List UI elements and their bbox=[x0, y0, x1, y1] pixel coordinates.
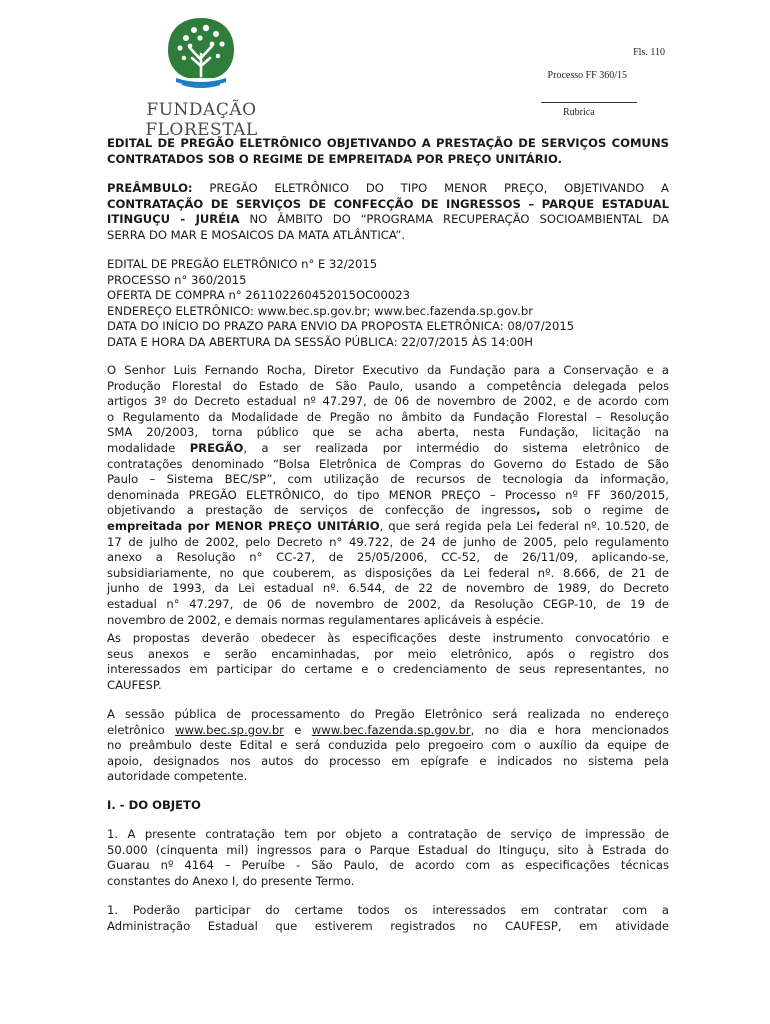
item-objeto bbox=[107, 827, 669, 889]
data-inicio: DATA DO INÍCIO DO PRAZO PARA ENVIO DA PROPOSTA ELETRÔNICA: 08/07/2015 bbox=[107, 319, 575, 334]
text-line: subsidiariamente, no que couberem, as disposições da Lei federal nº. 8.666, de 21 de bbox=[107, 565, 669, 580]
text-fragment: sob o regime de bbox=[540, 503, 669, 518]
endereco-eletronico: ENDEREÇO ELETRÔNICO: www.bec.sp.gov.br; www.bec.fazenda.sp.gov.br bbox=[107, 303, 533, 318]
text-line: no preâmbulo deste Edital e será conduzida pelo pregoeiro com o auxílio da equipe de bbox=[107, 738, 669, 753]
paragraph-sessao bbox=[107, 707, 669, 785]
text-line: 50.000 (cinquenta mil) ingressos para o Parque Estadual do Itinguçu, sito à Estrada do bbox=[107, 842, 669, 857]
text-line: junho de 1993, da Lei estadual nº. 6.544, de 22 de novembro de 1989, do Decreto bbox=[107, 581, 669, 596]
text-line: novembro de 2002, e demais normas regulamentares aplicáveis à espécie. bbox=[107, 612, 544, 627]
text-line: interessados em participar do certame e o credenciamento de seus representantes, no bbox=[107, 662, 669, 677]
text-fragment: , bbox=[536, 503, 541, 518]
text-fragment: NO ÂMBITO DO “PROGRAMA RECUPERAÇÃO SOCIOAMBIENTAL DA bbox=[239, 212, 669, 227]
preambulo-label: PREÂMBULO: bbox=[107, 181, 193, 195]
text-fragment: PREGÃO ELETRÔNICO DO TIPO MENOR PREÇO, OBJETIVANDO A bbox=[192, 181, 669, 195]
fundacao-florestal-logo bbox=[114, 16, 289, 140]
text-line: autoridade competente. bbox=[107, 769, 248, 784]
section-heading: I. - DO OBJETO bbox=[107, 798, 201, 812]
paragraph-intro bbox=[107, 363, 669, 628]
text-line: Paulo – Sistema BEC/SP”, com utilização de recursos de tecnologia da informação, bbox=[107, 472, 669, 487]
item-participacao bbox=[107, 903, 669, 934]
edital-info bbox=[107, 257, 669, 351]
text-fragment: , que será regida pela Lei federal nº. 10.520, de bbox=[379, 518, 669, 533]
rubrica-label: Rubrica bbox=[563, 107, 595, 118]
text-line: 1. A presente contratação tem por objeto a contratação de serviço de impressão de bbox=[107, 827, 669, 841]
oferta-compra: OFERTA DE COMPRA n° 261102260452015OC00023 bbox=[107, 288, 411, 303]
title-line: EDITAL DE PREGÃO ELETRÔNICO OBJETIVANDO A PRESTAÇÃO DE SERVIÇOS COMUNS bbox=[107, 136, 669, 150]
process-number: Processo FF 360/15 bbox=[547, 70, 627, 81]
text-fragment: objetivando a prestação de serviços de confecção de ingressos bbox=[107, 503, 537, 518]
document-title bbox=[107, 136, 669, 167]
text-line: o Regulamento da Modalidade de Pregão no âmbito da Fundação Florestal – Resolução bbox=[107, 409, 669, 424]
pregao-bold: PREGÃO bbox=[189, 440, 244, 455]
text-line: Administração Estadual que estiverem registrados no CAUFESP, em atividade bbox=[107, 918, 669, 933]
text-line: O Senhor Luis Fernando Rocha, Diretor Executivo da Fundação para a Conservação e a bbox=[107, 363, 669, 377]
bec-link[interactable]: www.bec.sp.gov.br bbox=[175, 722, 284, 737]
text-line: seus anexos e serão encaminhadas, por meio eletrônico, após o registro dos bbox=[107, 646, 669, 661]
text-line: estadual n° 47.297, de 06 de novembro de 2002, da Resolução CEGP-10, de 19 de bbox=[107, 596, 669, 611]
text-fragment: modalidade bbox=[107, 440, 190, 455]
text-fragment: eletrônico bbox=[107, 722, 176, 737]
text-line: A sessão pública de processamento do Pregão Eletrônico será realizada no endereço bbox=[107, 707, 669, 721]
page-number: Fls. 110 bbox=[633, 47, 665, 58]
text-fragment: , no dia e hora mencionados bbox=[470, 722, 669, 737]
park-name: ITINGUÇU - JURÉIA bbox=[107, 212, 240, 227]
rubrica-line bbox=[541, 102, 637, 103]
text-line: constantes do Anexo I, do presente Termo. bbox=[107, 873, 355, 888]
tree-logo-icon bbox=[166, 16, 236, 90]
processo-number: PROCESSO n° 360/2015 bbox=[107, 272, 247, 287]
text-line: denominada PREGÃO ELETRÔNICO, do tipo MENOR PREÇO – Processo nº FF 360/2015, bbox=[107, 487, 669, 502]
preambulo bbox=[107, 181, 669, 243]
text-line: 17 de julho de 2002, pelo Decreto n° 49.722, de 24 de junho de 2005, pelo regulamento bbox=[107, 534, 669, 549]
text-fragment: e bbox=[283, 722, 312, 737]
text-line: contratações denominado “Bolsa Eletrônica de Compras do Governo do Estado de São bbox=[107, 456, 669, 471]
text-fragment: , a ser realizada por intermédio do sistema eletrônico de bbox=[243, 440, 669, 455]
text-line: anexo a Resolução n° CC-27, de 25/05/2006, CC-52, de 26/11/09, aplicando-se, bbox=[107, 550, 669, 565]
bec-fazenda-link[interactable]: www.bec.fazenda.sp.gov.br bbox=[311, 722, 471, 737]
text-line: Produção Florestal do Estado de São Paulo, usando a competência delegada pelos bbox=[107, 378, 669, 393]
text-line: artigos 3º do Decreto estadual nº 47.297, de 06 de novembro de 2002, e de acordo com bbox=[107, 394, 669, 409]
data-abertura: DATA E HORA DA ABERTURA DA SESSÃO PÚBLICA: 22/07/2015 ÀS 14:00H bbox=[107, 334, 533, 349]
text-line: SERRA DO MAR E MOSAICOS DA MATA ATLÂNTICA”. bbox=[107, 227, 406, 242]
edital-number: EDITAL DE PREGÃO ELETRÔNICO n° E 32/2015 bbox=[107, 257, 378, 271]
text-line: SMA 20/2003, torna público que se acha aberta, nesta Fundação, licitação na bbox=[107, 425, 669, 440]
empreitada-bold: empreitada por MENOR PREÇO UNITÁRIO bbox=[107, 518, 380, 533]
text-line: Guarau nº 4164 – Peruíbe - São Paulo, de acordo com as especificações técnicas bbox=[107, 858, 669, 873]
text-line: apoio, designados nos autos do processo em epígrafe e indicados no sistema pela bbox=[107, 753, 669, 768]
paragraph-propostas bbox=[107, 631, 669, 693]
preambulo-object: CONTRATAÇÃO DE SERVIÇOS DE CONFECÇÃO DE INGRESSOS – PARQUE ESTADUAL bbox=[107, 196, 669, 211]
title-line: CONTRATADOS SOB O REGIME DE EMPREITADA POR PREÇO UNITÁRIO. bbox=[107, 151, 562, 166]
logo-name: FUNDAÇÃO FLORESTAL bbox=[145, 100, 258, 140]
text-line: As propostas deverão obedecer às especificações deste instrumento convocatório e bbox=[107, 631, 669, 645]
text-line: CAUFESP. bbox=[107, 677, 162, 692]
text-line: 1. Poderão participar do certame todos os interessados em contratar com a bbox=[107, 903, 669, 917]
